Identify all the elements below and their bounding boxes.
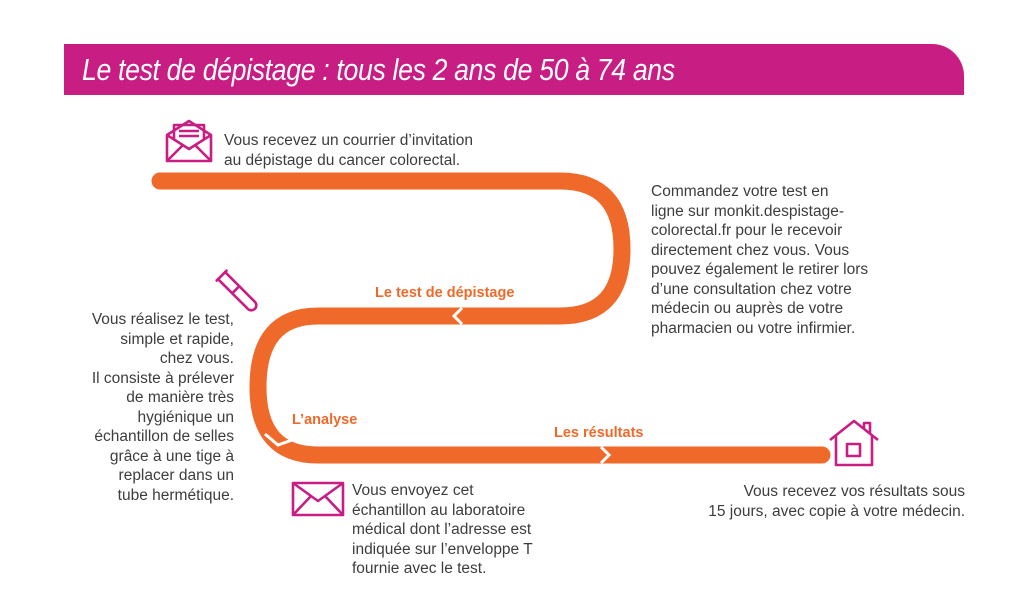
step-send-text: Vous envoyez cet échantillon au laboratoire médical dont l’adresse est indiquée sur l’enveloppe T fournie avec le test. (352, 482, 533, 577)
label-analysis: L’analyse (292, 412, 358, 428)
label-results: Les résultats (554, 425, 644, 441)
house-icon (828, 418, 880, 468)
page-title: Le test de dépistage : tous les 2 ans de 50 à 74 ans (82, 51, 675, 87)
label-screening-test: Le test de dépistage (375, 285, 515, 301)
step-test-text: Vous réalisez le test, simple et rapide, chez vous. Il consiste à prélever de manière très hygiénique un échantillon de selles grâce à une tige à replacer dans un tube hermétique. (91, 311, 234, 504)
open-envelope-icon (164, 118, 214, 164)
step-invitation-text: Vous recevez un courrier d’invitation au dépistage du cancer colorectal. (224, 132, 473, 169)
step-results-text: Vous recevez vos résultats sous 15 jours, avec copie à votre médecin. (708, 483, 965, 520)
step-order-text: Commandez votre test en ligne sur monkit.despistage- colorectal.fr pour le recevoir directement chez vous. Vous pouvez également le retirer lors d’une consultation chez votre médecin ou auprès de votre pharmacien ou votre infirmier. (651, 183, 869, 337)
envelope-icon (291, 481, 345, 517)
